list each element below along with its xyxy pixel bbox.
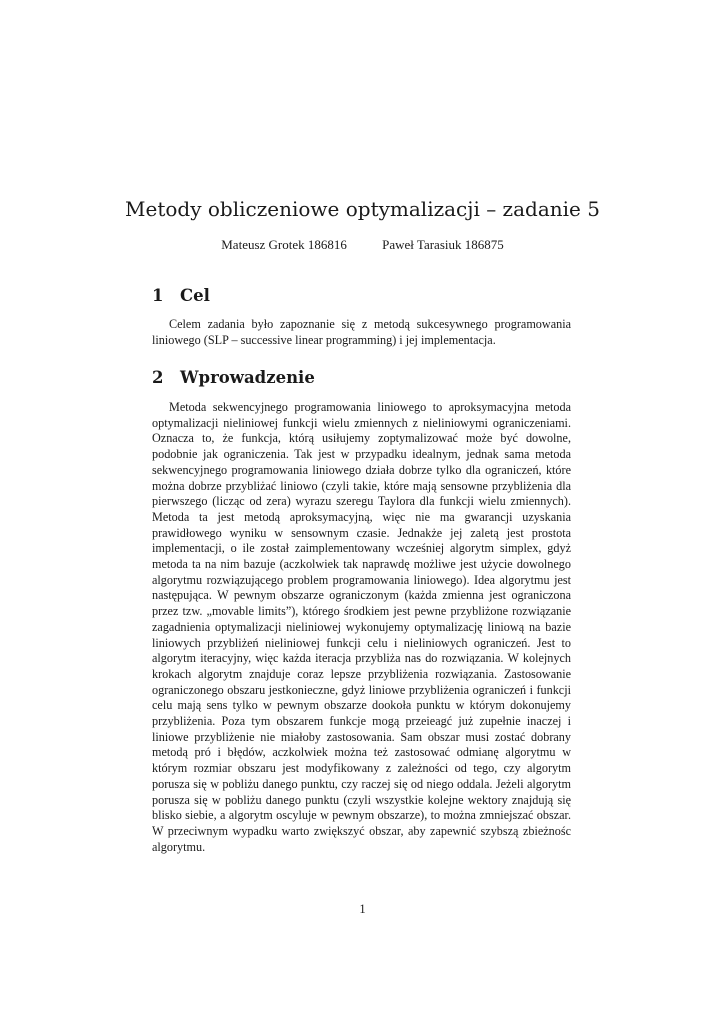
section-2-title: Wprowadzenie	[180, 368, 315, 387]
author-1: Mateusz Grotek 186816	[221, 237, 347, 252]
author-list	[0, 237, 725, 253]
section-1-paragraph: Celem zadania było zapoznanie się z metodą sukcesywnego programowania liniowego (SLP – successive linear programming) i jej implementacja.	[152, 317, 571, 347]
section-2-number: 2	[152, 368, 164, 387]
document-title: Metody obliczeniowe optymalizacji – zadanie 5	[125, 197, 600, 221]
page-number: 1	[359, 902, 366, 916]
section-1-title: Cel	[180, 286, 210, 305]
section-1-number: 1	[152, 286, 164, 305]
section-2-paragraph: Metoda sekwencyjnego programowania liniowego to aproksymacyjna metoda optymalizacji nieliniowej funkcji wielu zmiennych z nieliniowymi ograniczeniami. Oznacza to, że funkcja, którą usiłujemy zoptymalizować może być dowolne, podobnie jak ograniczenia. Tak jest w przypadku idealnym, jednak sama metoda sekwencyjnego programowania liniowego działa dobrze tylko dla ograniczeń, które można dobrze przybliżać liniowo (czyli takie, które mają sensowne przybliżenia dla pierwszego (licząc od zera) wyrazu szeregu Taylora dla funkcji wielu zmiennych). Metoda ta jest metodą aproksymacyjną, więc nie ma gwarancji uzyskania prawidłowego wyniku w sensownym czasie. Jednakże jej zaletą jest prostota implementacji, o ile został zaimplementowany wcześniej algorytm simplex, gdyż metoda ta na nim bazuje (aczkolwiek tak naprawdę możliwe jest użycie dowolnego algorytmu rozwiązującego problem programowania liniowego). Idea algorytmu jest następująca. W pewnym obszarze ograniczonym (każda zmienna jest ograniczona przez tzw. „movable limits”), którego środkiem jest pewne przybliżone rozwiązanie zagadnienia optymalizacji nieliniowej wykonujemy optymalizację liniową na bazie liniowych przybliżeń nieliniowej funkcji celu i nieliniowych ograniczeń. Jest to algorytm iteracyjny, więc każda iteracja przybliża nas do rozwiązania. W kolejnych krokach algorytm znajduje coraz lepsze przybliżenia rozwiązania. Zastosowanie ograniczonego obszaru jestkonieczne, gdyż liniowe przybliżenia ograniczeń i funkcji celu mają sens tylko w pewnym obszarze dookoła punktu w którym dokonujemy przybliżenia. Poza tym obszarem funkcje mogą przeieagć już zupełnie inaczej i liniowe przybliżenie nie miałoby zastosowania. Sam obszar musi zostać dobrany metodą pró i błędów, aczkolwiek można też zastosować odmianę algorytmu w którym rozmiar obszaru jest modyfikowany z zależności od tego, czy algorytm porusza się w pobliżu danego punktu, czy raczej się od niego oddala. Jeżeli algorytm porusza się w pobliżu danego punktu (czyli wszystkie kolejne wektory znajdują się blisko siebie, a algorytm oscyluje w pewnym obszarze), to można zmniejszać obszar. W przeciwnym wypadku warto zwiększyć obszar, aby zapewnić szybszą zbieżnośc algorytmu.	[152, 400, 571, 854]
author-2: Paweł Tarasiuk 186875	[382, 237, 504, 252]
section-2-heading	[152, 368, 582, 387]
section-1-heading	[152, 286, 582, 305]
